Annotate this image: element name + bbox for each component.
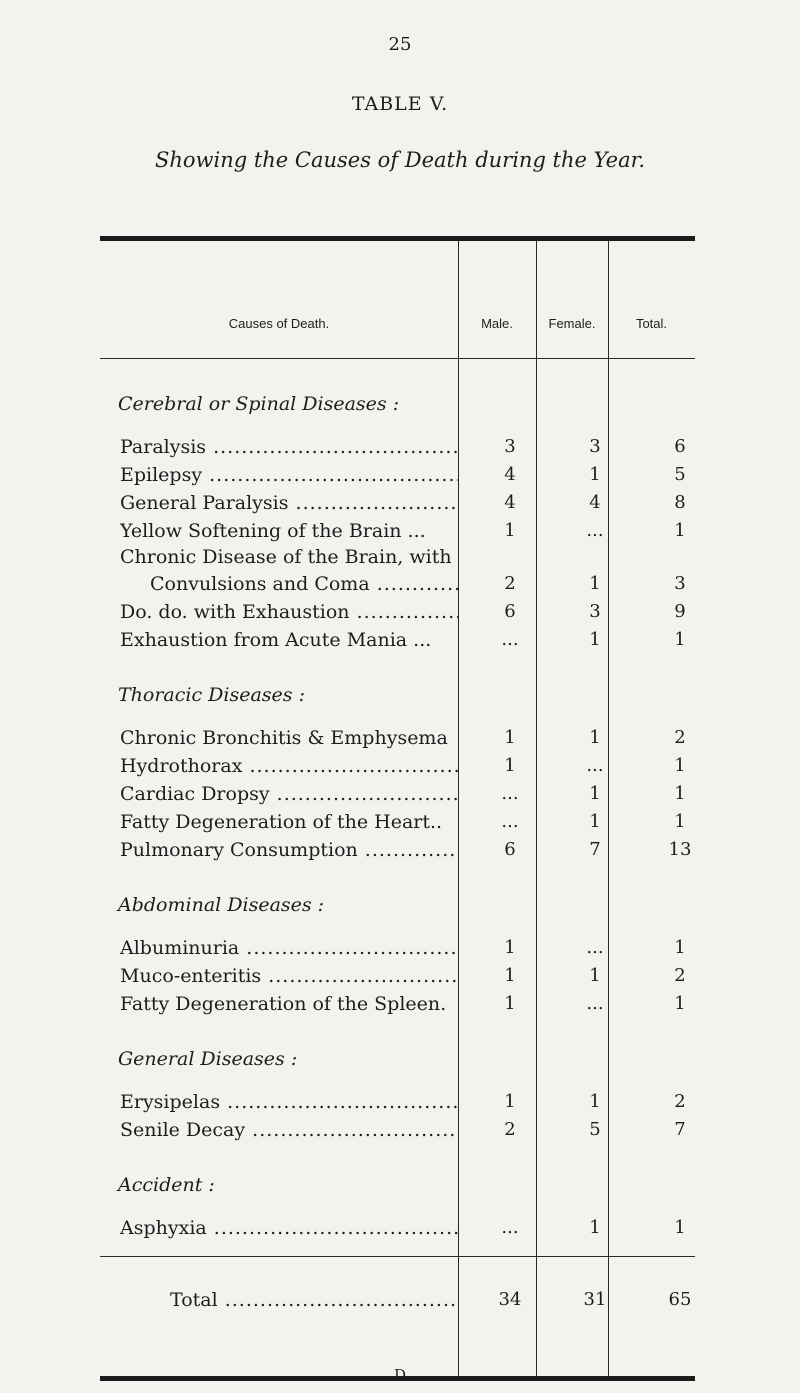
grand-total: 65 [668,1289,692,1310]
cause-label: Muco-enteritis ..... [120,965,458,987]
male-count: 2 [504,573,516,594]
total-count: 5 [674,464,686,485]
male-count: 4 [504,464,516,485]
female-count: 1 [589,811,601,832]
table-row [100,436,695,464]
totals-row [100,1289,695,1317]
header-rule [100,358,458,359]
male-count: ... [501,811,519,832]
section-heading: Abdominal Diseases : [118,894,325,916]
male-total: 34 [498,1289,522,1310]
header-rule [536,358,608,359]
female-count: 7 [589,839,601,860]
table-title: TABLE V. [351,93,449,115]
table-row [100,993,695,1021]
table-row [100,464,695,492]
male-count: 1 [504,727,516,748]
total-count: 2 [674,965,686,986]
male-count: 6 [504,839,516,860]
column-header-female: Female. [548,316,596,331]
table-top-rule [100,236,695,241]
cause-label: Do. do. with Exhaustion ..... [120,601,458,623]
cause-label: Asphyxia ..... [120,1217,458,1239]
cause-label: Chronic Bronchitis & Emphysema [120,727,448,749]
header-rule [458,358,536,359]
total-count: 3 [674,573,686,594]
total-count: 6 [674,436,686,457]
cause-label: Chronic Disease of the Brain, with [120,546,452,568]
column-header-total: Total. [635,316,668,331]
table-row [100,783,695,811]
causes-of-death-table [100,236,695,1381]
cause-label: Paralysis ..... [120,436,458,458]
female-count: 1 [589,1217,601,1238]
male-count: 1 [504,965,516,986]
cause-label-continued: Convulsions and Coma ..... [150,573,458,595]
totals-rule [100,1256,458,1257]
table-subtitle: Showing the Causes of Death during the Year. [154,148,646,172]
table-row [100,839,695,867]
female-count: 1 [589,573,601,594]
male-count: 6 [504,601,516,622]
total-count: 7 [674,1119,686,1140]
female-total: 31 [583,1289,607,1310]
male-count: 2 [504,1119,516,1140]
male-count: 3 [504,436,516,457]
male-count: 1 [504,520,516,541]
cause-label: Epilepsy ..... [120,464,458,486]
total-count: 9 [674,601,686,622]
total-count: 1 [674,520,686,541]
female-count: ... [586,937,604,958]
cause-label: Erysipelas ..... [120,1091,458,1113]
female-count: 1 [589,464,601,485]
total-count: 1 [674,629,686,650]
section-heading: General Diseases : [118,1048,298,1070]
female-count: 1 [589,727,601,748]
female-count: ... [586,520,604,541]
totals-rule [608,1256,695,1257]
female-count: 1 [589,783,601,804]
male-count: 1 [504,755,516,776]
total-count: 1 [674,783,686,804]
total-count: 1 [674,937,686,958]
female-count: 4 [589,492,601,513]
cause-label: Exhaustion from Acute Mania ... [120,629,432,651]
total-count: 1 [674,1217,686,1238]
female-count: 3 [589,601,601,622]
table-row [100,1091,695,1119]
total-count: 13 [668,839,692,860]
totals-rule [536,1256,608,1257]
cause-label: Yellow Softening of the Brain ... [120,520,426,542]
table-row [100,727,695,755]
table-row [100,937,695,965]
cause-label: Fatty Degeneration of the Spleen. [120,993,447,1015]
table-row [100,520,695,548]
male-count: 1 [504,1091,516,1112]
total-count: 1 [674,811,686,832]
total-count: 2 [674,727,686,748]
male-count: ... [501,783,519,804]
female-count: 5 [589,1119,601,1140]
cause-label: Pulmonary Consumption ..... [120,839,458,861]
female-count: 1 [589,629,601,650]
table-row [100,573,695,601]
total-count: 1 [674,755,686,776]
male-count: 1 [504,937,516,958]
cause-label: Albuminuria ..... [120,937,458,959]
table-row [100,492,695,520]
column-header-cause: Causes of Death. [228,316,330,331]
male-count: 1 [504,993,516,1014]
table-row [100,629,695,657]
cause-label: General Paralysis ..... [120,492,458,514]
male-count: ... [501,629,519,650]
female-count: 3 [589,436,601,457]
table-row [100,601,695,629]
female-count: 1 [589,965,601,986]
total-count: 2 [674,1091,686,1112]
female-count: 1 [589,1091,601,1112]
column-header-male: Male. [481,316,513,331]
table-row [100,811,695,839]
table-row [100,1217,695,1245]
total-count: 1 [674,993,686,1014]
female-count: ... [586,993,604,1014]
total-count: 8 [674,492,686,513]
female-count: ... [586,755,604,776]
section-heading: Thoracic Diseases : [118,684,305,706]
section-heading: Cerebral or Spinal Diseases : [118,393,400,415]
cause-label: Senile Decay ..... [120,1119,458,1141]
cause-label: Hydrothorax ..... [120,755,458,777]
totals-rule [458,1256,536,1257]
cause-label: Fatty Degeneration of the Heart.. [120,811,443,833]
cause-label: Cardiac Dropsy ..... [120,783,458,805]
male-count: ... [501,1217,519,1238]
page-number: 25 [388,34,412,55]
section-heading: Accident : [118,1174,215,1196]
totals-label: Total ..... [170,1289,458,1311]
signature-mark: D [393,1366,407,1384]
header-rule [608,358,695,359]
table-row [100,755,695,783]
male-count: 4 [504,492,516,513]
table-row [100,1119,695,1147]
table-row [100,965,695,993]
